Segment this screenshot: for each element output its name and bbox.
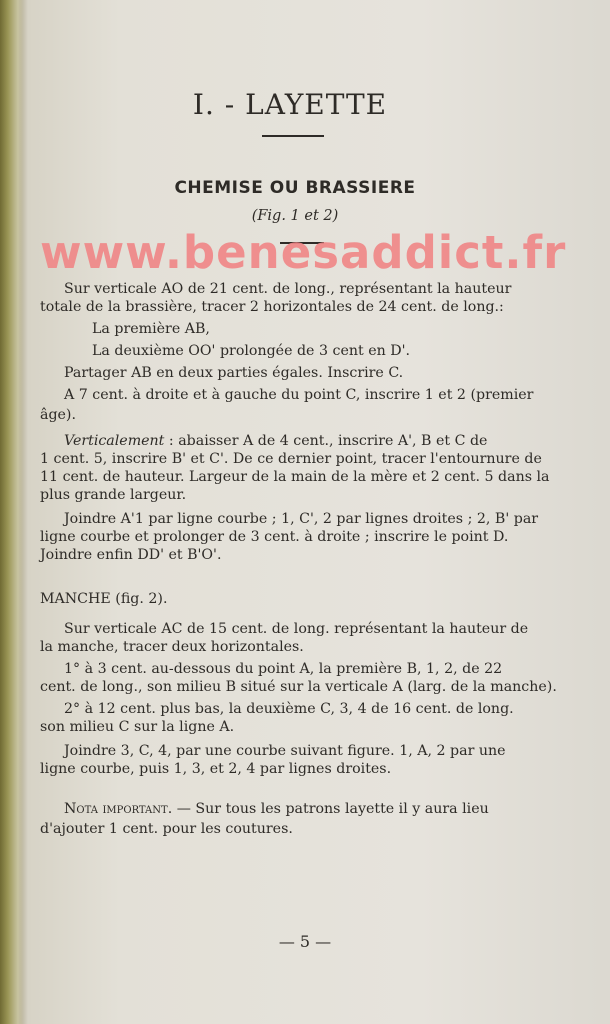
text-line: plus grande largeur.: [40, 487, 187, 503]
text-line-rest: : abaisser A de 4 cent., inscrire A', B et C de: [168, 433, 488, 449]
nota-text: — Sur tous les patrons layette il y aura lieu: [176, 801, 489, 817]
text-line: La première AB,: [92, 321, 210, 337]
chapter-title: I. - LAYETTE: [192, 88, 388, 121]
text-line: A 7 cent. à droite et à gauche du point C, inscrire 1 et 2 (premier: [64, 387, 534, 403]
text-line: totale de la brassière, tracer 2 horizontales de 24 cent. de long.:: [40, 299, 504, 315]
text-line: la manche, tracer deux horizontales.: [40, 639, 304, 655]
text-line: d'ajouter 1 cent. pour les coutures.: [40, 821, 293, 837]
watermark-text: www.benesaddict.fr: [40, 226, 567, 279]
nota-label: Nota important.: [64, 801, 173, 817]
text-line: ligne courbe, puis 1, 3, et 2, 4 par lignes droites.: [40, 761, 392, 777]
text-line: Partager AB en deux parties égales. Inscrire C.: [64, 365, 404, 381]
manche-heading: MANCHE (fig. 2).: [40, 591, 168, 607]
title-divider: [262, 135, 324, 137]
text-line: son milieu C sur la ligne A.: [40, 719, 235, 735]
text-line: [64, 432, 487, 450]
text-line: ligne courbe et prolonger de 3 cent. à droite ; inscrire le point D.: [40, 529, 509, 545]
text-line: Sur verticale AC de 15 cent. de long. représentant la hauteur de: [64, 621, 529, 637]
nota-line: [64, 800, 489, 818]
text-line: La deuxième OO' prolongée de 3 cent en D'.: [92, 343, 411, 359]
text-line: Joindre enfin DD' et B'O'.: [40, 547, 222, 563]
text-line: âge).: [40, 407, 76, 423]
text-line: Sur verticale AO de 21 cent. de long., représentant la hauteur: [64, 281, 512, 297]
text-line: 1° à 3 cent. au-dessous du point A, la première B, 1, 2, de 22: [64, 661, 503, 677]
text-line: Joindre A'1 par ligne courbe ; 1, C', 2 par lignes droites ; 2, B' par: [64, 511, 539, 527]
text-line: 2° à 12 cent. plus bas, la deuxième C, 3, 4 de 16 cent. de long.: [64, 701, 514, 717]
figure-reference: (Fig. 1 et 2): [251, 208, 339, 224]
text-line: 1 cent. 5, inscrire B' et C'. De ce dernier point, tracer l'entournure de: [40, 451, 542, 467]
verticalement-label: Verticalement: [64, 433, 165, 449]
text-line: cent. de long., son milieu B situé sur la verticale A (larg. de la manche).: [40, 679, 557, 695]
text-line: Joindre 3, C, 4, par une courbe suivant figure. 1, A, 2 par une: [64, 743, 506, 759]
page-number: — 5 —: [278, 932, 332, 951]
section-title: CHEMISE OU BRASSIERE: [174, 178, 416, 198]
book-spine-shadow: [0, 0, 24, 1024]
text-line: 11 cent. de hauteur. Largeur de la main de la mère et 2 cent. 5 dans la: [40, 469, 550, 485]
